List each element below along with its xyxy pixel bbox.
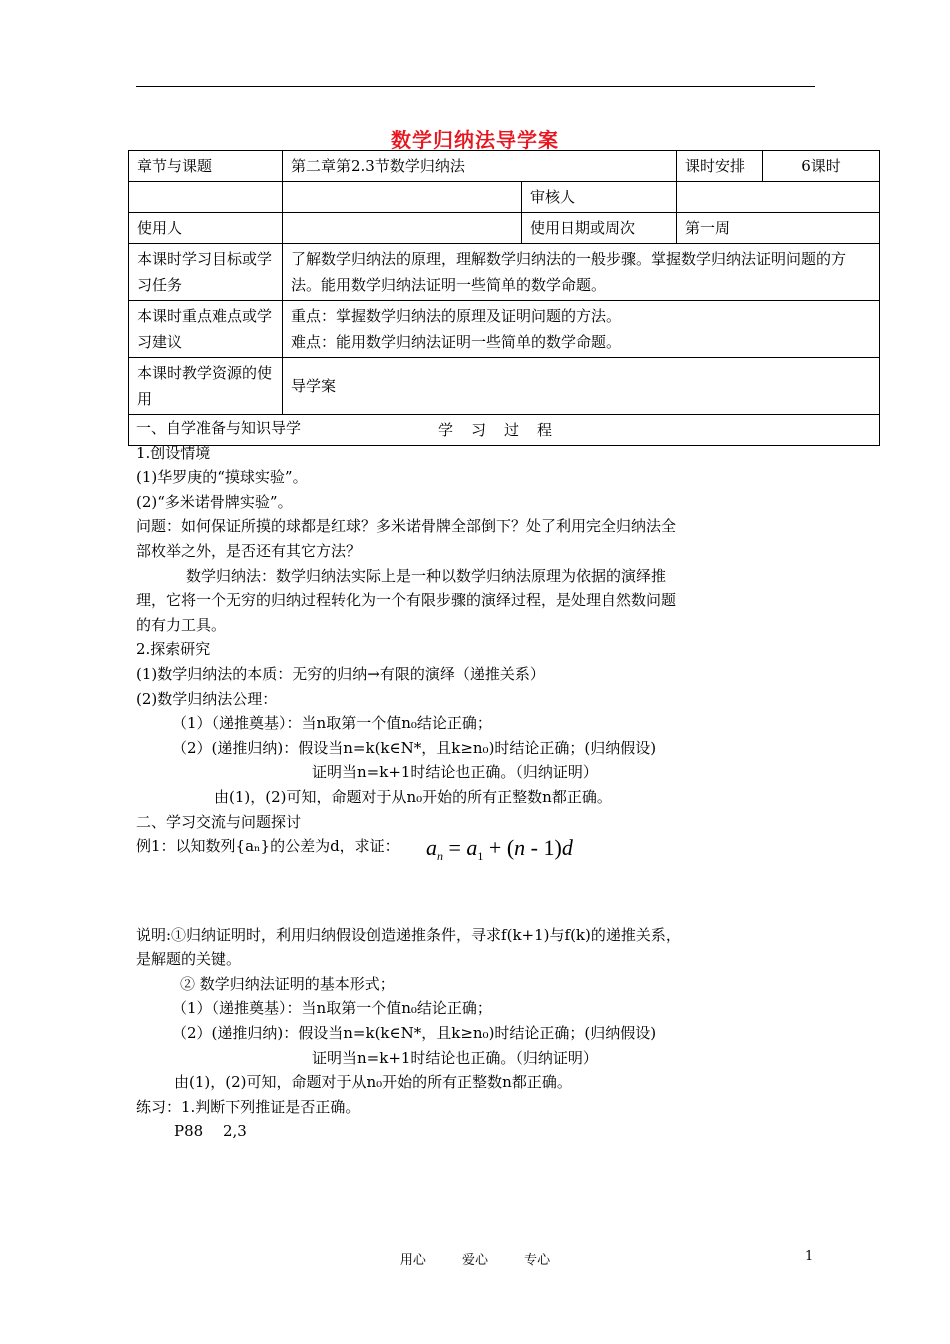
paragraph: 证明当n=k+1时结论也正确。（归纳证明） bbox=[312, 1048, 598, 1067]
spacer bbox=[136, 859, 681, 923]
paragraph: 由(1)，(2)可知，命题对于从n₀开始的所有正整数n都正确。 bbox=[174, 1073, 572, 1092]
table-row bbox=[129, 213, 880, 244]
paragraph: (2)“多米诺骨牌实验”。 bbox=[136, 492, 293, 511]
table-cell: 本课时重点难点或学习建议 bbox=[129, 301, 283, 358]
paragraph: 数学归纳法：数学归纳法实际上是一种以数学归纳法原理为依据的演绎推理，它将一个无穷的归纳过程转化为一个有限步骤的演绎过程，是处理自然数问题的有力工具。 bbox=[136, 566, 677, 634]
paragraph: 证明当n=k+1时结论也正确。（归纳证明） bbox=[312, 763, 598, 782]
paragraph: P88 2,3 bbox=[174, 1122, 247, 1141]
table-cell: 本课时教学资源的使用 bbox=[129, 358, 283, 415]
subheading: 1.创设情境 bbox=[136, 443, 211, 462]
paragraph: 练习：1.判断下列推证是否正确。 bbox=[136, 1097, 361, 1116]
table-cell: 课时安排 bbox=[677, 151, 763, 182]
paragraph: （1）（递推奠基）：当n取第一个值n₀结论正确； bbox=[172, 999, 492, 1018]
table-cell bbox=[129, 182, 283, 213]
section-header: 学习过程 bbox=[129, 415, 880, 446]
paragraph: （2）(递推归纳)：假设当n=k(k∈N*，且k≥n₀)时结论正确；(归纳假设) bbox=[172, 738, 657, 757]
table-cell: 章节与课题 bbox=[129, 151, 283, 182]
table-cell: 本课时学习目标或学习任务 bbox=[129, 244, 283, 301]
body-text bbox=[136, 416, 681, 1144]
paragraph: (1)华罗庚的“摸球实验”。 bbox=[136, 468, 308, 487]
header-rule bbox=[136, 86, 815, 87]
table-cell bbox=[677, 182, 880, 213]
page-number: 1 bbox=[805, 1249, 814, 1264]
example-text: 例1：以知数列{aₙ}的公差为d，求证： bbox=[136, 837, 400, 856]
lesson-plan-table bbox=[128, 150, 880, 446]
paragraph: 说明:①归纳证明时，利用归纳假设创造递推条件，寻求f(k+1)与f(k)的递推关系，是解题的关键。 bbox=[136, 925, 681, 969]
table-row bbox=[129, 151, 880, 182]
paragraph: （2）(递推归纳)：假设当n=k(k∈N*，且k≥n₀)时结论正确；(归纳假设) bbox=[172, 1024, 657, 1043]
paragraph: 由(1)，(2)可知，命题对于从n₀开始的所有正整数n都正确。 bbox=[214, 787, 612, 806]
section-heading: 一、自学准备与知识导学 bbox=[136, 419, 302, 437]
table-cell bbox=[283, 213, 522, 244]
formula: $a_n = a_1 + (n - 1)d$ bbox=[426, 835, 573, 864]
paragraph: 问题：如何保证所摸的球都是红球？多米诺骨牌全部倒下？处了利用完全归纳法全部枚举之外，是否还有其它方法？ bbox=[136, 517, 677, 560]
table-cell: 使用人 bbox=[129, 213, 283, 244]
example-row bbox=[136, 834, 681, 864]
section-heading: 二、学习交流与问题探讨 bbox=[136, 812, 302, 831]
table-cell: 了解数学归纳法的原理，理解数学归纳法的一般步骤。掌握数学归纳法证明问题的方法。能用数学归纳法证明一些简单的数学命题。 bbox=[283, 244, 880, 301]
table-cell: 第一周 bbox=[677, 213, 880, 244]
paragraph: (1)数学归纳法的本质：无穷的归纳→有限的演绎（递推关系） bbox=[136, 664, 545, 683]
table-cell: 6课时 bbox=[763, 151, 880, 182]
table-row bbox=[129, 301, 880, 358]
page-footer: 用心 爱心 专心 bbox=[399, 1253, 551, 1268]
paragraph: ② 数学归纳法证明的基本形式； bbox=[180, 974, 395, 993]
key-point: 重点：掌握数学归纳法的原理及证明问题的方法。 bbox=[291, 307, 622, 325]
table-row bbox=[129, 244, 880, 301]
table-cell bbox=[283, 182, 522, 213]
table-cell: 审核人 bbox=[522, 182, 677, 213]
subheading: 2.探索研究 bbox=[136, 640, 211, 659]
table-row bbox=[129, 182, 880, 213]
table-cell: 导学案 bbox=[283, 358, 880, 415]
difficult-point: 难点：能用数学归纳法证明一些简单的数学命题。 bbox=[291, 333, 622, 351]
table-cell: 第二章第2.3节数学归纳法 bbox=[283, 151, 677, 182]
table-cell: 使用日期或周次 bbox=[522, 213, 677, 244]
table-row bbox=[129, 358, 880, 415]
paragraph: （1）（递推奠基）：当n取第一个值n₀结论正确； bbox=[172, 714, 492, 733]
page-title: 数学归纳法导学案 bbox=[391, 128, 559, 152]
paragraph: (2)数学归纳法公理： bbox=[136, 689, 278, 708]
table-cell bbox=[283, 301, 880, 358]
